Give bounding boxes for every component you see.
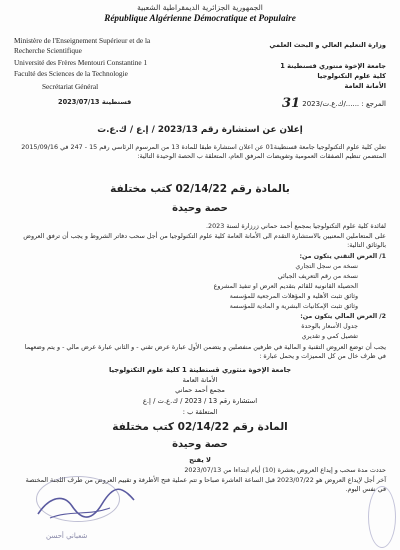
reference-number: 31 bbox=[281, 96, 301, 111]
list-item: تفصيل كمي و تقديري bbox=[301, 333, 358, 340]
secretariat-arabic: الأمانة العامة bbox=[344, 82, 386, 90]
instructions-paragraph: على المتعاملين المعنيين بالاستشارة التقدم الى الأمانة العامة كلية علوم التكنولوجيا من أجل سحب دفاتر الشروط و يجب أن ترفق العروض بالوثائق التالية: bbox=[23, 232, 386, 249]
list-item: نسخة من رقم التعريف الجبائي bbox=[277, 273, 358, 280]
envelope-line-1: جامعة الإخوة منتوري قسنطينة 1 كلية علوم التكنولوجيا bbox=[108, 366, 292, 374]
signatory-name: شعباني أحسن bbox=[46, 532, 88, 540]
university-line: Université des Frères Mentouri Constantine 1 bbox=[14, 58, 148, 67]
item-title-2: المادة رقم 02/14/22 كتب مختلفة bbox=[112, 421, 288, 433]
signature-icon bbox=[30, 466, 150, 536]
list-item: نسخة من سجل التجاري bbox=[295, 263, 358, 270]
faculty-arabic: كلية علوم التكنولوجيا bbox=[317, 72, 386, 80]
deadline-paragraph-1: حددت مدة سحب و إيداع العروض بعشرة (10) أيام ابتداءا من 2023/07/13 bbox=[184, 466, 386, 474]
envelope-line-2: الأمانة العامة bbox=[182, 376, 218, 384]
envelope-instructions: يجب أن توضع العروض التقنية و المالية في ظرفين منفصلين و يتضمن الأول عبارة عرض تقني - و الثاني عبارة عرض مالي - و يتم وضعهما في ظرف خال من كل المميزات و يحمل عبارة : bbox=[24, 343, 386, 360]
ministry-arabic: وزارة التعليم العالي و البحث العلمي bbox=[269, 41, 386, 49]
faculty-line: Faculté des Sciences de la Technologie bbox=[14, 69, 128, 78]
republic-arabic: الجمهورية الجزائرية الديمقراطية الشعبية bbox=[137, 3, 263, 12]
ministry-line: Ministère de l'Enseignement Supérieur et de la bbox=[14, 36, 151, 45]
beneficiary-paragraph: لفائدة كلية علوم التكنولوجيا بمجمع أحمد حماني زرزارة لسنة 2023. bbox=[205, 222, 386, 230]
document-date: 2023/07/13 قسنطينة bbox=[58, 98, 132, 106]
list-item: جدول الأسعار بالوحدة bbox=[301, 323, 358, 330]
deadline-paragraph-2: آخر أجل لإيداع العروض هو 2023/07/22 قبل الساعة العاشرة صباحا و تتم عملية فتح الأظرفة و تقييم العروض من طرف اللجنة المختصة في نفس اليوم. bbox=[25, 476, 386, 493]
secretariat-line: Secrétariat Général bbox=[42, 82, 99, 91]
ministry-line-2: Recherche Scientifique bbox=[14, 46, 82, 55]
technical-offer-heading: 1/ العرض التقني يتكون من: bbox=[299, 253, 386, 260]
financial-offer-heading: 2/ العرض المالي يتكون من: bbox=[300, 313, 386, 320]
envelope-line-5: المتعلقة ب : bbox=[182, 408, 218, 416]
list-item: الحصيلة القانونية للقائم بتقديم العرض او تنفيذ المشروع bbox=[213, 283, 358, 290]
republic-french: République Algérienne Démocratique et Populaire bbox=[104, 13, 296, 23]
envelope-line-4: استشارة رقم 13 / 2023 / ك.ع.ت / إ.ع bbox=[142, 397, 258, 405]
university-arabic: جامعة الإخوة منتوري قسنطينة 1 bbox=[280, 62, 386, 70]
intro-paragraph: تعلن كلية علوم التكنولوجيا جامعة قسنطينة01 عن اعلان استشارة طبقا للمادة 13 من المرسوم الرئاسي رقم 15 - 247 في 2015/09/16 المتضمن تنظيم الصفقات العمومية وتفويضات المرفق العام، المتعلقة ب الحصة الوحيدة التالية: bbox=[21, 143, 386, 160]
lot-title: حصة وحيدة bbox=[172, 203, 228, 214]
reference-label: المرجع : ....../ك.ع.ت/2023 bbox=[302, 100, 386, 108]
reference bbox=[282, 96, 386, 111]
do-not-open: لا يفتح bbox=[189, 456, 211, 464]
envelope-line-3: مجمع أحمد حماني bbox=[175, 386, 225, 394]
list-item: وثائق تثبت الإمكانيات البشرية و المادية للمؤسسة bbox=[229, 303, 358, 310]
notice-title: إعلان عن استشارة رقم 2023/13 / إ.ع / ك.ع.ت bbox=[97, 125, 303, 135]
lot-title-2: حصة وحيدة bbox=[172, 439, 228, 450]
round-stamp bbox=[368, 486, 396, 548]
item-title: بالمادة رقم 02/14/22 كتب مختلفة bbox=[110, 183, 290, 195]
list-item: وثائق تثبت الأهلية و المؤهلات المرجعية للمؤسسة bbox=[229, 293, 358, 300]
